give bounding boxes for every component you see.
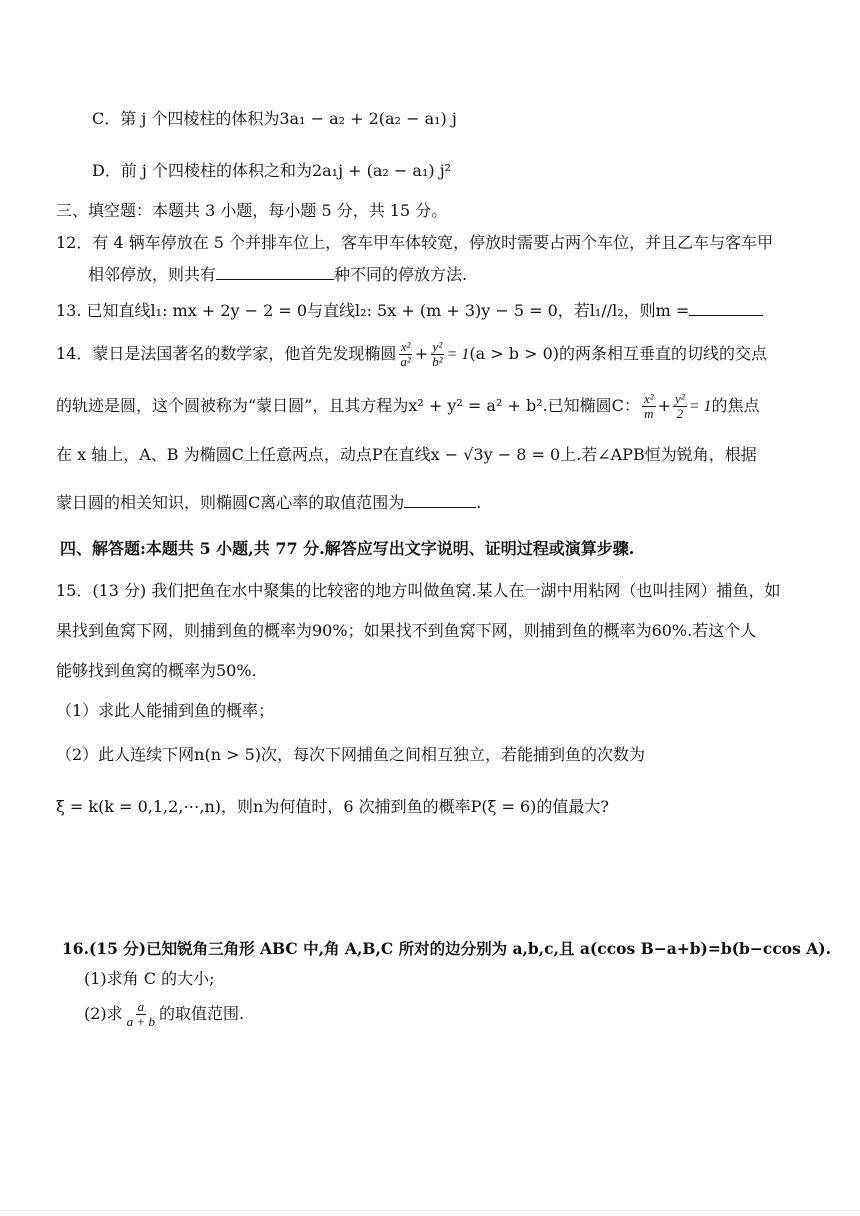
q12-text-a: 相邻停放，则共有 [88,265,217,284]
page-bottom-edge [0,1210,860,1211]
section-4-heading: 四、解答题:本题共 5 小题,共 77 分.解答应写出文字说明、证明过程或演算步骤. [60,539,635,558]
q16-text-a: (2)求 [84,1004,123,1023]
fraction-y2-2: $\frac{\text{y²}}{2}$ [675,391,685,421]
question-13 [56,300,763,322]
q14-text-a: 14．蒙日是法国著名的数学家，他首先发现椭圆 [56,344,397,363]
fraction-y2-b2: $\frac{\text{y²}}{\text{b²}}$ [432,339,443,369]
option-c: C．第 j 个四棱柱的体积为3a₁ − a₂ + 2(a₂ − a₁) j [92,109,457,128]
question-15-part-2: （2）此人连续下网n(n > 5)次，每次下网捕鱼之间相互独立，若能捕到鱼的次数为 [56,745,646,764]
q14-text-b: (a > b > 0)的两条相互垂直的切线的交点 [469,344,767,363]
question-14-line-4: 蒙日圆的相关知识，则椭圆C离心率的取值范围为 . [56,493,482,512]
question-15-line-2: 果找到鱼窝下网，则捕到鱼的概率为90%；如果找不到鱼窝下网，则捕到鱼的概率为60%.若这个人 [56,621,757,640]
question-15-part-1: （1）求此人能捕到鱼的概率； [56,701,275,720]
question-14-line-2: 的轨迹是圆，这个圆被称为“蒙日圆”，且其方程为x² + y² = a² + b².已知椭圆C： $\frac{\text{x²}}{m}$ + $\frac{\text{y²}}{2}$ = 1的焦点 [56,391,760,421]
answer-blank [404,493,476,508]
question-14-line-1: 14．蒙日是法国著名的数学家，他首先发现椭圆 $\frac{\text{x²}}{\text{a²}}$ + $\frac{\text{y²}}{\text{b²}}$ = 1(a > b > 0)的两条相互垂直的切线的交点 [56,339,767,369]
question-12-line-2 [88,264,467,286]
answer-blank [689,301,763,316]
question-16-part-1: (1)求角 C 的大小; [84,969,215,988]
question-15-line-3: 能够找到鱼窝的概率为50%. [56,661,257,680]
q14-text-d: 的焦点 [711,396,760,415]
option-d: D．前 j 个四棱柱的体积之和为2a₁j + (a₂ − a₁) j² [92,161,452,180]
q13-text: 13. 已知直线l₁: mx + 2y − 2 = 0与直线l₂: 5x + (m + 3)y − 5 = 0，若l₁//l₂，则m = [56,301,690,320]
fraction-x2-m: $\frac{\text{x²}}{m}$ [643,391,654,421]
question-15-part-2-cont: ξ = k(k = 0,1,2,⋯,n)，则n为何值时，6 次捕到鱼的概率P(ξ = 6)的值最大? [56,797,610,816]
q14-text-c: 的轨迹是圆，这个圆被称为“蒙日圆”，且其方程为x² + y² = a² + b².已知椭圆C： [56,396,640,415]
answer-blank [216,265,334,280]
fraction-a-over-a-plus-b: $\frac{a}{a + b}$ [126,999,155,1029]
fraction-x2-a2: $\frac{\text{x²}}{\text{a²}}$ [400,339,411,369]
question-12-line-1: 12．有 4 辆车停放在 5 个并排车位上，客车甲车体较宽，停放时需要占两个车位，并且乙车与客车甲 [56,233,774,252]
q12-text-b: 种不同的停放方法. [334,265,468,284]
question-16-part-2 [84,1000,244,1029]
q14-text-e: 蒙日圆的相关知识，则椭圆C离心率的取值范围为 [56,493,405,512]
section-3-heading: 三、填空题：本题共 3 小题，每小题 5 分，共 15 分。 [56,201,448,220]
q16-text-b: 的取值范围. [158,1004,245,1023]
question-14-line-3: 在 x 轴上，A、B 为椭圆C上任意两点，动点P在直线x − √3y − 8 = 0上.若∠APB恒为锐角，根据 [56,445,757,464]
question-16-line-1: 16.(15 分)已知锐角三角形 ABC 中,角 A,B,C 所对的边分别为 a,b,c,且 a(ccos B−a+b)=b(b−ccos A). [62,939,831,958]
question-15-line-1: 15．(13 分) 我们把鱼在水中聚集的比较密的地方叫做鱼窝.某人在一湖中用粘网（也叫挂网）捕鱼，如 [56,581,781,600]
